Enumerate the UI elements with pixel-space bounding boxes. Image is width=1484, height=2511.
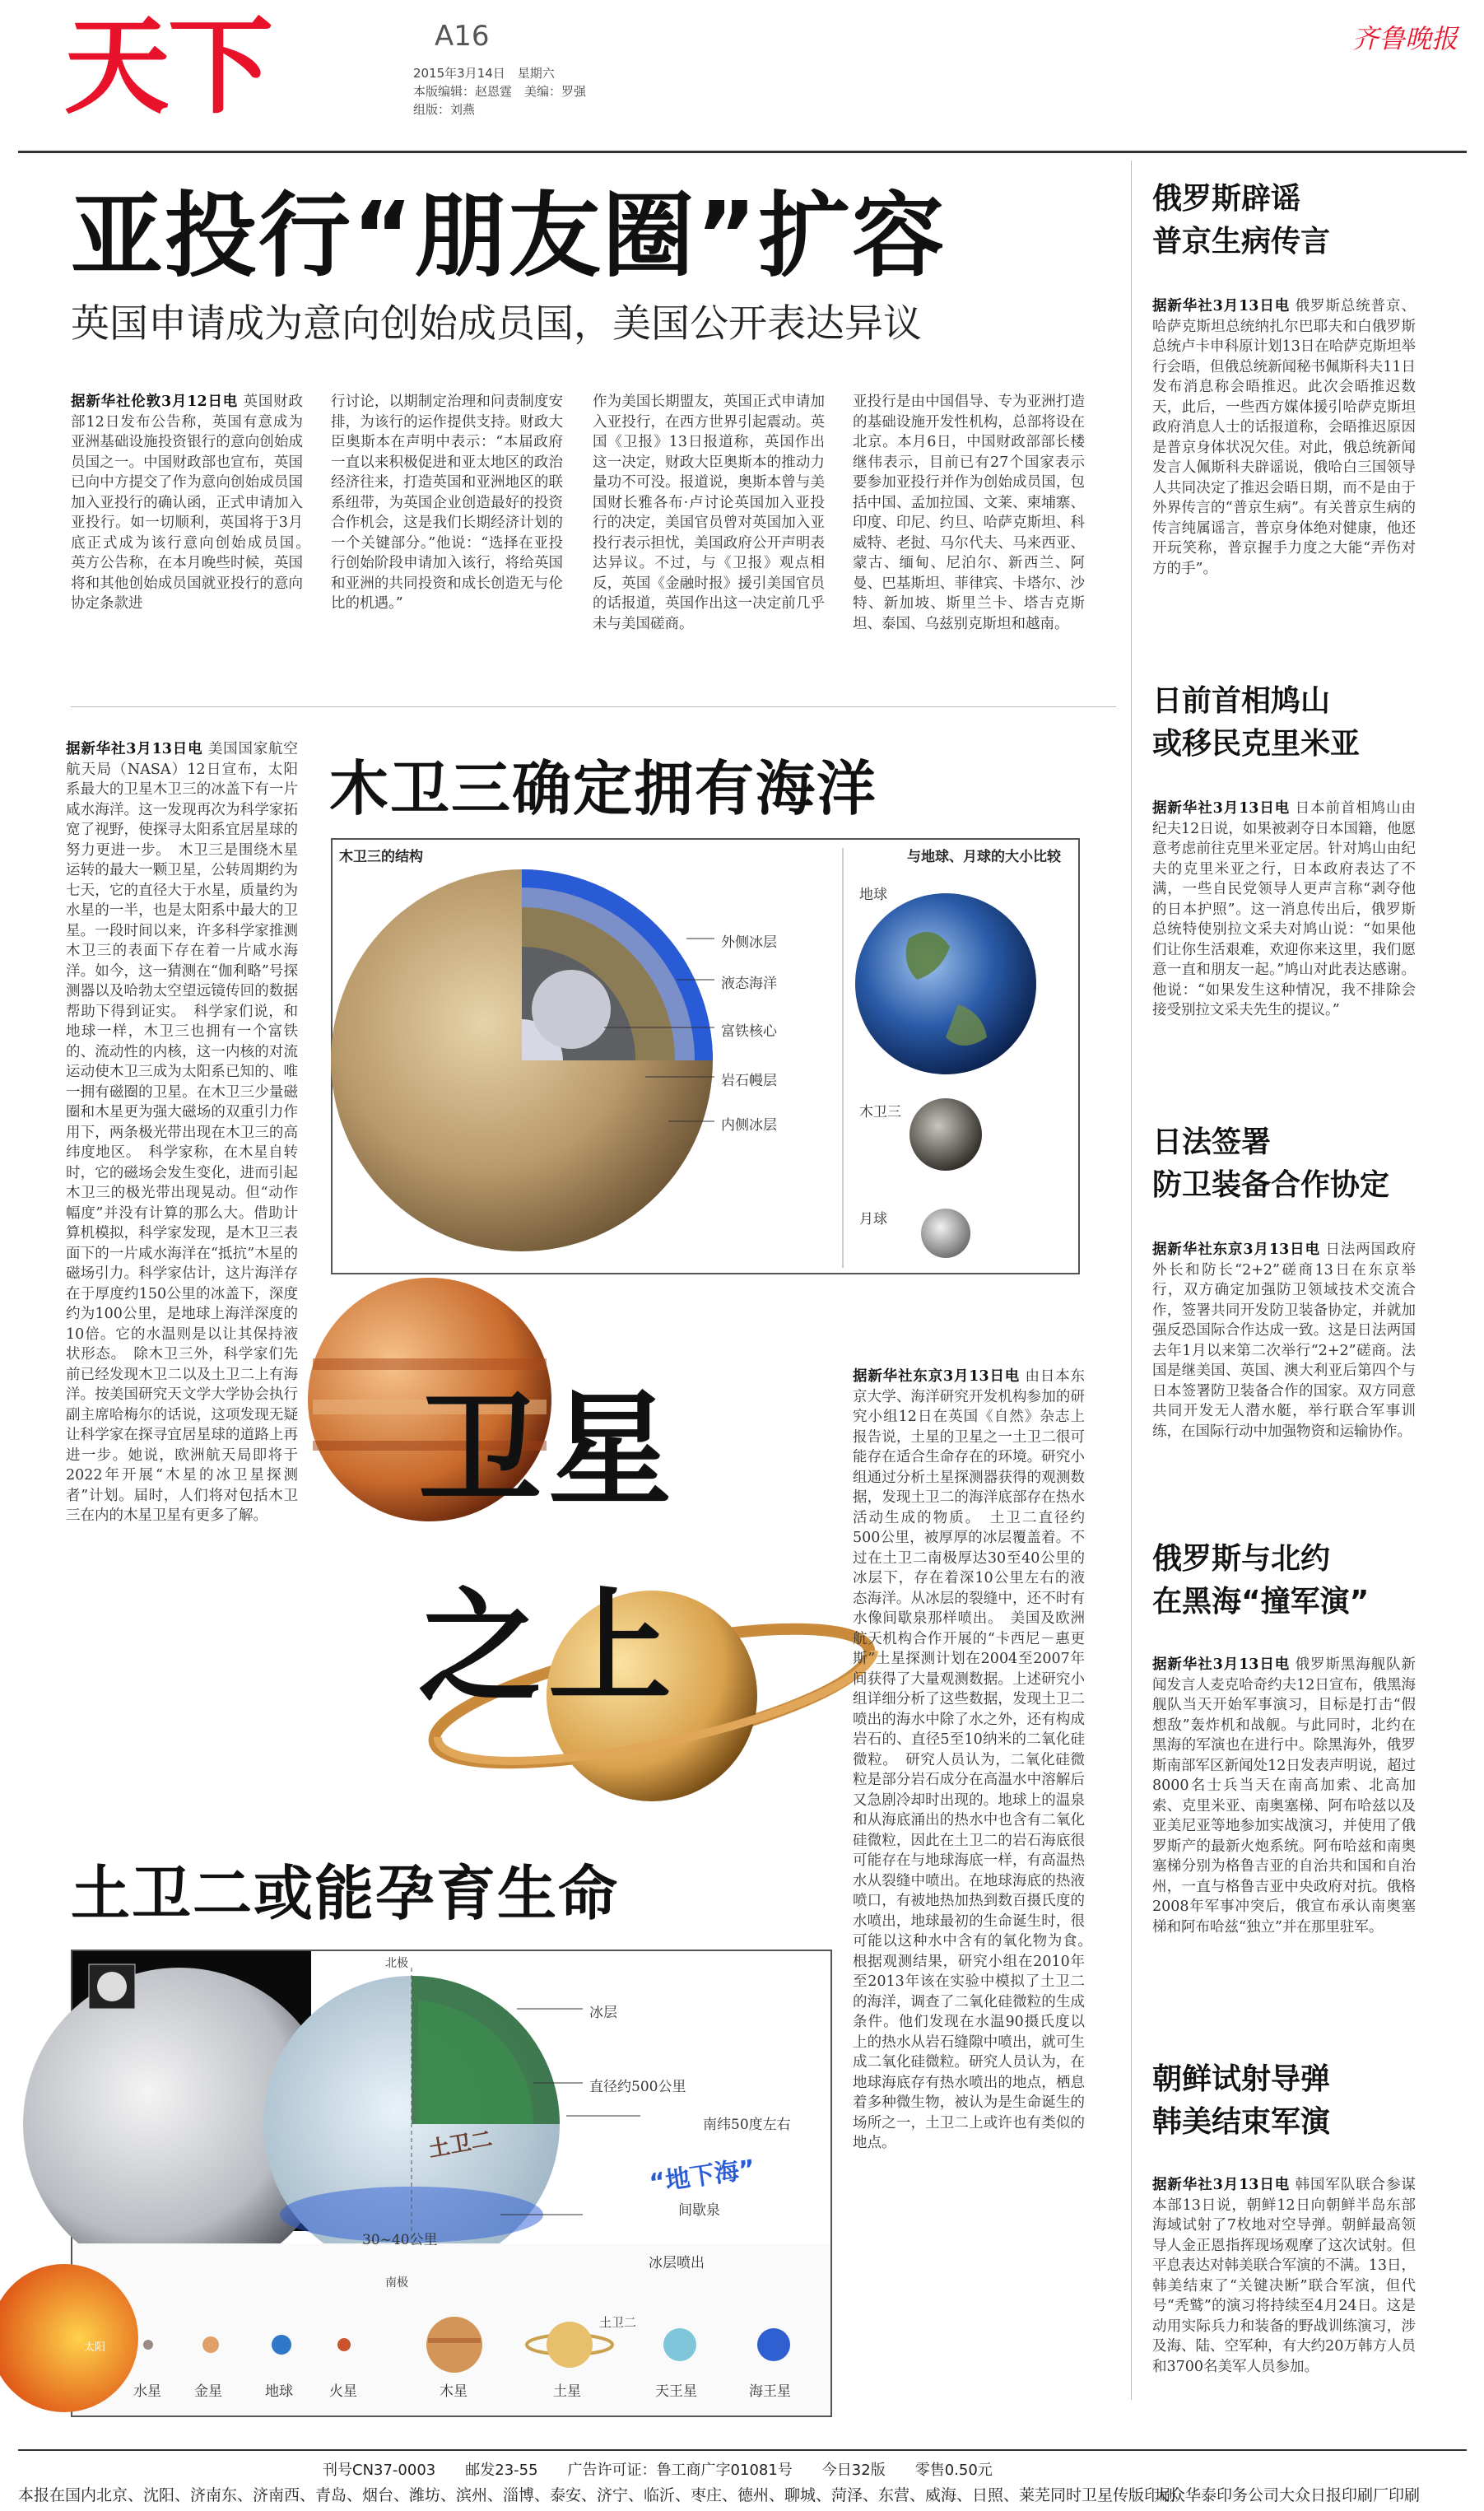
footer-publication-info: 刊号CN37-0003 邮发23-55 广告许可证：鲁工商广字01081号 今日32版 零售0.50元 xyxy=(323,2462,993,2479)
sidebar-5-text: 韩国军队联合参谋本部13日说，朝鲜12日向朝鲜半岛东部海域试射了7枚地对空导弹。朝鲜最高领导人金正恩指挥现场观摩了这次试射。但平息表达对韩美联合军演的不满。13日，韩美结束了“关键决断”联合军演，但代号“秃鹫”的演习将持续至4月24日。这是动用实际兵力和装备的野战训练演习，涉及海、陆、空军种，有大约20万韩方人员和3700名美军人员参加。 xyxy=(1152,2177,1416,2375)
saturn-body: 由日本东京大学、海洋研究开发机构参加的研究小组12日在英国《自然》杂志上报告说，土星的卫星之一土卫二很可能存在适合生命存在的环境。研究小组通过分析土星探测器获得的观测数据，发现土卫二的海洋底部存在热水活动生成的物质。 土卫二直径约500公里，被厚厚的冰层覆盖着。不过在土卫二南极厚达30至40公里的冰层下，存在着深10公里左右的液态海洋。从冰层的裂缝中，还不时有水像间歇泉那样喷出。 美国及欧洲航天机构合作开展的“卡西尼－惠更斯”土星探测计划在2004至2007年间获得了大量观测数据。上述研究小组详细分析了这些数据，发现土卫二喷出的海水中除了水之外，还有构成岩石的、直径5至10纳米的二氧化硅微粒。 研究人员认为，二氧化硅微粒是部分岩石成分在高温水中溶解后又急剧冷却时出现的。地球上的温泉和从海底涌出的热水中也含有二氧化硅微粒，因此在土卫二的岩石海底很可能存在与地球海底一样，有高温热水从裂缝中喷出。在地球海底的热液喷口，有被地热加热到数百摄氏度的水喷出，地球最初的生命诞生时，很可能以这种水中含有的氧化物为食。 根据观测结果，研究小组在2010年至2013年该在实验中模拟了土卫二的海洋，调查了二氧化硅微粒的生成条件。他们发现在水温90摄氏度以上的热水从岩石缝隙中喷出，就可生成二氧化硅微粒。研究人员认为，在地球海底存有热水喷出的地点，栖息着多种微生物，被认为是生命诞生的场所之一，土卫二上或许也有类似的地点。 xyxy=(853,1368,1100,2151)
label-ice-thickness: 30~40公里 xyxy=(362,2232,438,2248)
sidebar-2-text: 日本前首相鸠山由纪夫12日说，如果被剥夺日本国籍，他愿意考虑前往克里米亚定居。针对鸠山由纪夫的克里米亚之行，日本政府表达了不满，一些自民党领导人更声言称“剥夺他的日本护照”。这一消息传出后，俄罗斯总统特使别拉文采夫对鸠山说：“如果他们让你生活艰难，欢迎你来这里，我们愿意一直和朋友一起。”鸠山对此表达感谢。他说：“如果发生这种情况，我不排除会接受别拉文采夫先生的提议。” xyxy=(1152,800,1416,1018)
newspaper-logo: 齐鲁晚报 xyxy=(1351,23,1458,54)
footer-print-cities: 本报在国内北京、沈阳、济南东、济南西、青岛、烟台、潍坊、滨州、淄博、泰安、济宁、临沂、枣庄、德州、聊城、菏泽、东营、威海、日照、莱芜同时卫星传版印刷 xyxy=(18,2486,1176,2504)
planet-neptune: 海王星 xyxy=(749,2383,791,2400)
jupiter-dateline: 据新华社3月13日电 xyxy=(66,741,203,757)
sidebar-story-1 xyxy=(1152,178,1399,263)
ganymede-figure-title: 木卫三的结构 xyxy=(339,849,423,865)
feature-title-line2: 之上 xyxy=(418,1577,679,1720)
sidebar-5-dateline: 据新华社3月13日电 xyxy=(1152,2177,1291,2193)
issue-date: 2015年3月14日 星期六 xyxy=(413,66,555,81)
label-ice-layer: 冰层 xyxy=(589,2005,617,2021)
ganymede-figure xyxy=(331,838,1080,1274)
layer-label-outer-ice: 外侧冰层 xyxy=(721,934,777,951)
layer-label-inner-ice: 内侧冰层 xyxy=(721,1117,777,1134)
lead-dateline: 据新华社伦敦3月12日电 xyxy=(71,394,239,410)
sidebar-1-text: 俄罗斯总统普京、哈萨克斯坦总统纳扎尔巴耶夫和白俄罗斯总统卢卡申科原计划13日在哈萨克斯坦举行会晤，但俄总统新闻秘书佩斯科夫11日发布消息称会晤推迟。此次会晤推迟数天，此后，一些西方媒体援引哈萨克斯坦政府消息人士的话报道称，会晤推迟原因是普京身体状况欠佳。对此，俄总统新闻发言人佩斯科夫辟谣说，俄哈白三国领导人共同决定了推迟会晤日期，而不是由于外界传言的“普京生病”。有关普京生病的传言纯属谣言，普京身体绝对健康，他还开玩笑称，普京握手力度之大能“弄伤对方的手”。 xyxy=(1152,298,1416,577)
sidebar-2-title-line1: 日前首相鸠山 xyxy=(1152,684,1331,718)
proof-credit: 组版：刘燕 xyxy=(413,102,476,117)
sidebar-2-body xyxy=(1152,799,1416,1103)
sidebar-2-title-line2: 或移民克里米亚 xyxy=(1152,727,1361,761)
sidebar-divider xyxy=(1131,161,1132,2400)
sidebar-story-3 xyxy=(1152,1121,1399,1207)
south-pole-label: 南极 xyxy=(385,2276,408,2290)
sidebar-1-body xyxy=(1152,296,1416,659)
planet-mars: 火星 xyxy=(329,2383,357,2400)
lead-col1-text: 英国财政部12日发布公告称，英国有意成为亚洲基础设施投资银行的意向创始成员国之一。中国财政部也宣布，英国已向中方提交了作为意向创始成员国加入亚投行的确认函，正式申请加入亚投行。如一切顺利，英国将于3月底正式成为该行意向创始成员国。 英方公告称，在本月晚些时候，英国将和其他创始成员国就亚投行的意向协定条款进 xyxy=(71,394,318,612)
footer-rule xyxy=(18,2449,1467,2451)
lead-headline: 亚投行“朋友圈”扩容 xyxy=(71,183,947,290)
lead-column-4: 亚投行是由中国倡导、专为亚洲打造的基础设施开发性机构，总部将设在北京。本月6日，中国财政部部长楼继伟表示，目前已有27个国家表示要参加亚投行并作为创始成员国，包括中国、孟加拉国、文莱、柬埔寨、印度、印尼、约旦、哈萨克斯坦、科威特、老挝、马尔代夫、马来西亚、蒙古、缅甸、尼泊尔、新西兰、阿曼、巴基斯坦、菲律宾、卡塔尔、沙特、新加坡、斯里兰卡、塔吉克斯坦、泰国、乌兹别克斯坦和越南。 xyxy=(853,394,1085,632)
planet-mercury: 水星 xyxy=(133,2383,161,2400)
saturn-headline: 土卫二或能孕育生命 xyxy=(71,1859,620,1928)
lead-column-3: 作为美国长期盟友，英国正式申请加入亚投行，在西方世界引起震动。英国《卫报》13日报道称，英国作出这一决定，财政大臣奥斯本的推动力量功不可没。报道说，奥斯本曾与美国财长雅各布·卢讨论英国加入亚投行的决定，美国官员曾对英国加入亚投行表示担忧，美国政府公开声明表达异议。不过，与《卫报》观点相反，英国《金融时报》援引美国官员的话报道，英国作出这一决定前几乎未与美国磋商。 xyxy=(593,394,825,632)
sidebar-1-title-line1: 俄罗斯辟谣 xyxy=(1152,182,1301,216)
sidebar-5-body xyxy=(1152,2175,1416,2430)
sidebar-5-title-line2: 韩美结束军演 xyxy=(1152,2105,1331,2139)
comparison-title: 与地球、月球的大小比较 xyxy=(907,849,1061,865)
sidebar-3-title-line2: 防卫装备合作协定 xyxy=(1152,1168,1390,1202)
jupiter-body: 美国国家航空航天局（NASA）12日宣布，太阳系最大的卫星木卫三的冰盖下有一片咸水海洋。这一发现再次为科学家拓宽了视野，使探寻太阳系宜居星球的努力更进一步。 木卫三是围绕木星运转的最大一颗卫星，公转周期约为七天，它的直径大于水星，质量约为水星的一半，也是太阳系中最大的卫星。一段时间以来，许多科学家推测木卫三的表面下存在着一片咸水海洋。如今，这一猜测在“伽利略”号探测器以及哈勃太空望远镜传回的数据帮助下得到证实。 科学家们说，和地球一样，木卫三也拥有一个富铁的、流动性的内核，这一内核的对流运动使木卫三成为太阳系已知的、唯一拥有磁圈的卫星。在木卫三少量磁圈和木星更为强大磁场的双重引力作用下，两条极光带出现在木卫三的高纬度地区。 科学家称，在木星自转时，它的磁场会发生变化，进而引起木卫三的极光带出现晃动。但“动作幅度”并没有计算的那么大。借助计算机模拟，科学家发现，是木卫三表面下的一片咸水海洋在“抵抗”木星的磁场引力。科学家估计，这片海洋存在于厚度约150公里的冰盖下，深度约为100公里，是地球上海洋深度的10倍。它的水温则是以让其保持液状形态。 除木卫三外，科学家们先前已经发现木卫二以及土卫二上有海洋。按美国研究天文学大学协会执行副主席哈梅尔的话说，这项发现无疑让科学家在探寻宜居星球的道路上再进一步。她说，欧洲航天局即将于2022年开展“木星的冰卫星探测者”计划。届时，人们将对包括木卫三在内的木星卫星有更多了解。 xyxy=(66,741,298,1524)
sidebar-4-text: 俄罗斯黑海舰队新闻发言人麦克哈奇约夫12日宣布，俄黑海舰队当天开始军事演习，目标是打击“假想敌”轰炸机和战舰。与此同时，北约在黑海的军演也在进行中。除黑海外，俄罗斯南部军区新闻处12日发表声明说，超过8000名士兵当天在南高加索、北高加索、克里米亚、南奥塞梯、阿布哈兹以及亚美尼亚等地参加实战演习，并使用了俄罗斯产的最新火炮系统。阿布哈兹和南奥塞梯分别为格鲁吉亚的自治共和国和自治州，一直与格鲁吉亚中央政府对抗。俄格2008年军事冲突后，俄宣布承认南奥塞梯和阿布哈兹“独立”并在那里驻军。 xyxy=(1152,1656,1416,1936)
planet-saturn: 土星 xyxy=(553,2383,581,2400)
enceladus-figure xyxy=(71,1950,832,2417)
planet-jupiter: 木星 xyxy=(440,2383,468,2400)
sidebar-5-title-line1: 朝鲜试射导弹 xyxy=(1152,2062,1331,2096)
ganymede-cutaway-diagram xyxy=(333,840,1078,1273)
planet-venus: 金星 xyxy=(194,2383,222,2400)
label-earth: 地球 xyxy=(859,887,887,903)
lead-column-1 xyxy=(71,392,318,688)
label-geyser: 间歇泉 xyxy=(678,2202,720,2219)
jupiter-headline: 木卫三确定拥有海洋 xyxy=(329,754,878,823)
sidebar-story-2 xyxy=(1152,680,1399,766)
sidebar-1-title-line2: 普京生病传言 xyxy=(1152,225,1331,259)
north-pole-label: 北极 xyxy=(385,1957,408,1970)
sidebar-4-dateline: 据新华社3月13日电 xyxy=(1152,1656,1291,1673)
label-subsurface-sea: “地下海” xyxy=(647,2155,757,2198)
label-latitude: 南纬50度左右 xyxy=(703,2117,791,2133)
sidebar-3-title-line1: 日法签署 xyxy=(1152,1125,1272,1159)
sidebar-story-5 xyxy=(1152,2058,1399,2144)
layer-label-mantle: 岩石幔层 xyxy=(721,1073,777,1089)
sidebar-4-title-line2: 在黑海“撞军演” xyxy=(1152,1585,1370,1619)
label-diameter: 直径约500公里 xyxy=(589,2079,686,2095)
planet-earth: 地球 xyxy=(265,2383,293,2400)
saturn-article xyxy=(853,1367,1100,2412)
editors: 本版编辑：赵恩霆 美编：罗强 xyxy=(413,84,587,99)
label-ice-eruption: 冰层喷出 xyxy=(649,2255,705,2271)
footer-printer: 大众华泰印务公司大众日报印刷厂印刷 xyxy=(1154,2486,1421,2504)
enceladus-name-label: 土卫二 xyxy=(426,2127,495,2163)
lead-divider xyxy=(71,706,1116,707)
planet-uranus: 天王星 xyxy=(655,2383,697,2400)
label-sun: 太阳 xyxy=(84,2341,106,2354)
page-number: A16 xyxy=(435,20,490,53)
lead-column-2: 行讨论，以期制定治理和问责制度安排，为该行的运作提供支持。财政大臣奥斯本在声明中表示：“本届政府一直以来积极促进和亚太地区的政治经济往来，打造英国和亚洲地区的联系纽带，为英国企业创造最好的投资合作机会，这是我们长期经济计划的一个关键部分。”他说：“选择在亚投行创始阶段申请加入该行，将给英国和亚洲的共同投资和成长创造无与伦比的机遇。” xyxy=(331,394,563,612)
masthead-rule xyxy=(18,151,1467,153)
sidebar-4-body xyxy=(1152,1655,1416,2042)
jupiter-article xyxy=(66,739,298,1768)
sidebar-1-dateline: 据新华社3月13日电 xyxy=(1152,298,1291,314)
layer-label-ocean: 液态海洋 xyxy=(721,976,777,992)
label-saturn-moon: 土卫二 xyxy=(599,2315,637,2330)
saturn-dateline: 据新华社东京3月13日电 xyxy=(853,1368,1021,1385)
sidebar-2-dateline: 据新华社3月13日电 xyxy=(1152,800,1291,817)
sidebar-story-4 xyxy=(1152,1538,1399,1624)
lead-subhead: 英国申请成为意向创始成员国，美国公开表达异议 xyxy=(71,301,922,347)
sidebar-3-dateline: 据新华社东京3月13日电 xyxy=(1152,1242,1320,1258)
layer-label-core: 富铁核心 xyxy=(721,1023,777,1040)
section-title: 天下 xyxy=(64,6,272,128)
sidebar-3-text: 日法两国政府外长和防长“2+2”磋商13日在东京举行，双方确定加强防卫领域技术交流合作，签署共同开发防卫装备协定，并就加强反恐国际合作达成一致。这是日法两国去年1月以来第二次举行“2+2”磋商。法国是继美国、英国、澳大利亚后第四个与日本签署防卫装备合作的国家。双方同意共同开发无人潜水艇，举行联合军事训练，在国际行动中加强物资和运输协作。 xyxy=(1152,1242,1416,1440)
label-ganymede: 木卫三 xyxy=(859,1104,901,1120)
label-moon: 月球 xyxy=(859,1211,887,1228)
sidebar-3-body xyxy=(1152,1240,1416,1520)
sidebar-4-title-line1: 俄罗斯与北约 xyxy=(1152,1542,1331,1576)
feature-title-line1: 卫星 xyxy=(418,1379,679,1522)
